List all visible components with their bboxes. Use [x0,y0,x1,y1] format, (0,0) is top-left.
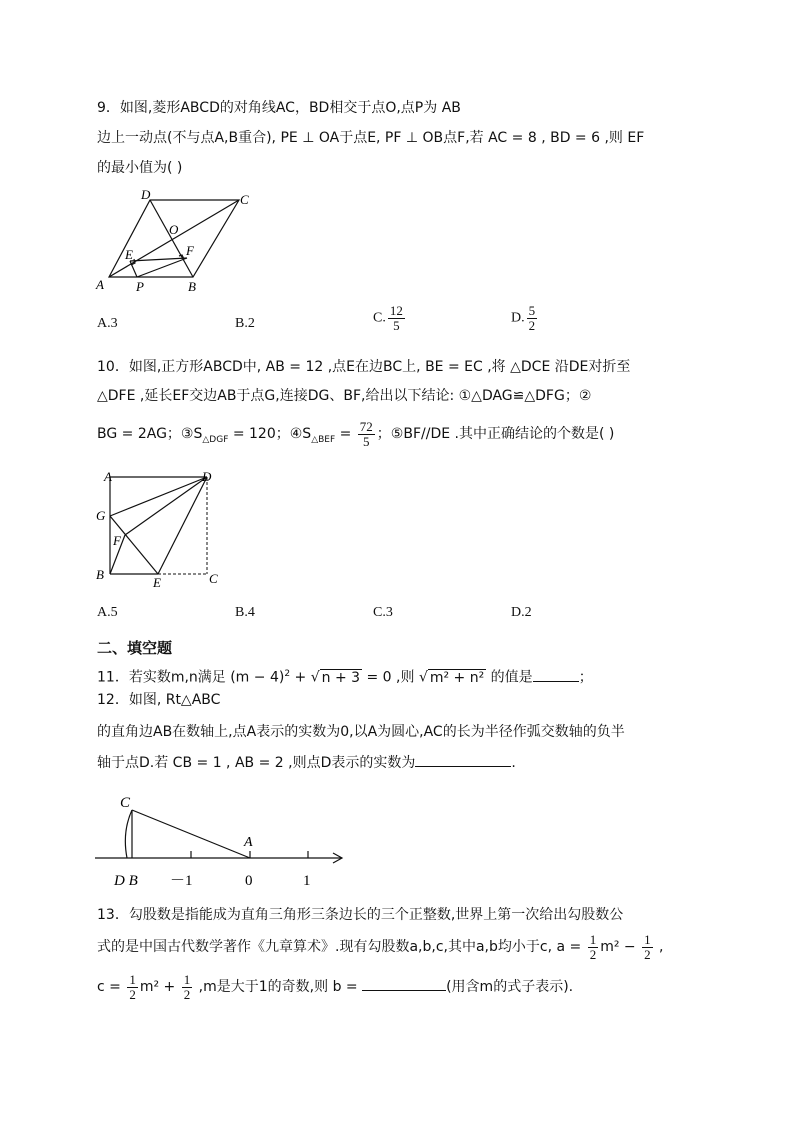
q12-line-3: 轴于点D.若 CB = 1 , AB = 2 ,则点D表示的实数为 . [97,755,516,771]
q10-label-e: E [153,575,161,590]
q10-label-d: D [202,469,212,484]
q10-option-b: B.4 [235,605,255,620]
q9-label-a: A [96,277,104,292]
q9-option-c: C. $\frac{12}{5}$ [373,303,403,333]
q10-line-1: 10．如图,正方形ABCD中, AB = 12 ,点E在边BC上, BE = EC ,将 △DCE 沿DE对折至 [97,359,631,375]
q13-line-3: c = $\frac{1}{2}$ m² + $\frac{1}{2}$ ,m是大于1的奇数,则 b = (用含m的式子表示). [97,971,574,1002]
q10-option-d: D.2 [511,605,532,620]
q12-tick-one: 1 [303,873,311,888]
q12-label-db: D B [114,873,138,888]
section-title: 二、填空题 [97,639,173,657]
q9-label-o: O [169,222,179,237]
q9-label-p: P [136,279,144,294]
q9-option-a: A.3 [97,316,118,331]
q13-line-2: 式的是中国古代数学著作《九章算术》.现有勾股数a,b,c,其中a,b均小于c, a = $\frac{1}{2}$ m² − $\frac{1}{2}$ , [97,931,664,962]
q10-option-a: A.5 [97,605,118,620]
q12-answer-blank[interactable] [415,766,511,767]
q10-label-a: A [104,469,112,484]
q10-label-f: F [113,533,121,548]
q13-answer-blank[interactable] [362,990,446,991]
q12-label-c: C [120,795,131,811]
q10-line-3: BG = 2AG；$③S_{\triangle DGF} = 120$；$④S_{\triangle BEF}$ = $\frac{72}{5}$ ；⑤BF//DE .其中正确结论的个数是( ) [97,418,615,449]
q9-label-f: F [186,243,194,258]
q9-rhombus-figure [90,185,260,295]
q9-label-c: C [240,192,249,207]
q9-option-d: D. $\frac{5}{2}$ [511,303,536,333]
q10-label-g: G [96,508,106,523]
q12-label-a: A [244,835,253,850]
q10-option-c: C.3 [373,605,393,620]
q10-label-c: C [209,571,218,586]
q9-option-b: B.2 [235,316,255,331]
q10-square-figure [90,466,230,591]
q9-line-2: 边上一动点(不与点A,B重合), PE ⊥ OA于点E, PF ⊥ OB点F,若 AC = 8 , BD = 6 ,则 EF [97,130,645,146]
q12-tick-minus-one: －1 [170,873,193,888]
q10-label-b: B [96,567,104,582]
q9-line-1: 9．如图,菱形ABCD的对角线AC，BD相交于点O,点P为 AB [97,100,461,116]
q9-label-d: D [141,187,151,202]
q9-line-3: 的最小值为( ) [97,160,183,176]
q13-line-1: 13．勾股数是指能成为直角三角形三条边长的三个正整数,世界上第一次给出勾股数公 [97,907,624,923]
q11-answer-blank[interactable] [533,681,579,682]
q12-line-2: 的直角边AB在数轴上,点A表示的实数为0,以A为圆心,AC的长为半径作弧交数轴的负半 [97,724,625,740]
q9-label-e: E [125,247,133,262]
q11-line: 11．若实数m,n满足 $(m - 4)^2$ + √ n + 3 = 0 ,则 √ m² + n² 的值是 ； [97,669,593,686]
q12-tick-zero: 0 [245,873,253,888]
q12-line-1: 12．如图, Rt△ABC [97,692,221,708]
q9-label-b: B [188,279,196,294]
q12-number-line-figure [90,788,355,888]
q10-line-2: △DFE ,延长EF交边AB于点G,连接DG、BF,给出以下结论: ①△DAG≌△DFG；② [97,388,592,404]
